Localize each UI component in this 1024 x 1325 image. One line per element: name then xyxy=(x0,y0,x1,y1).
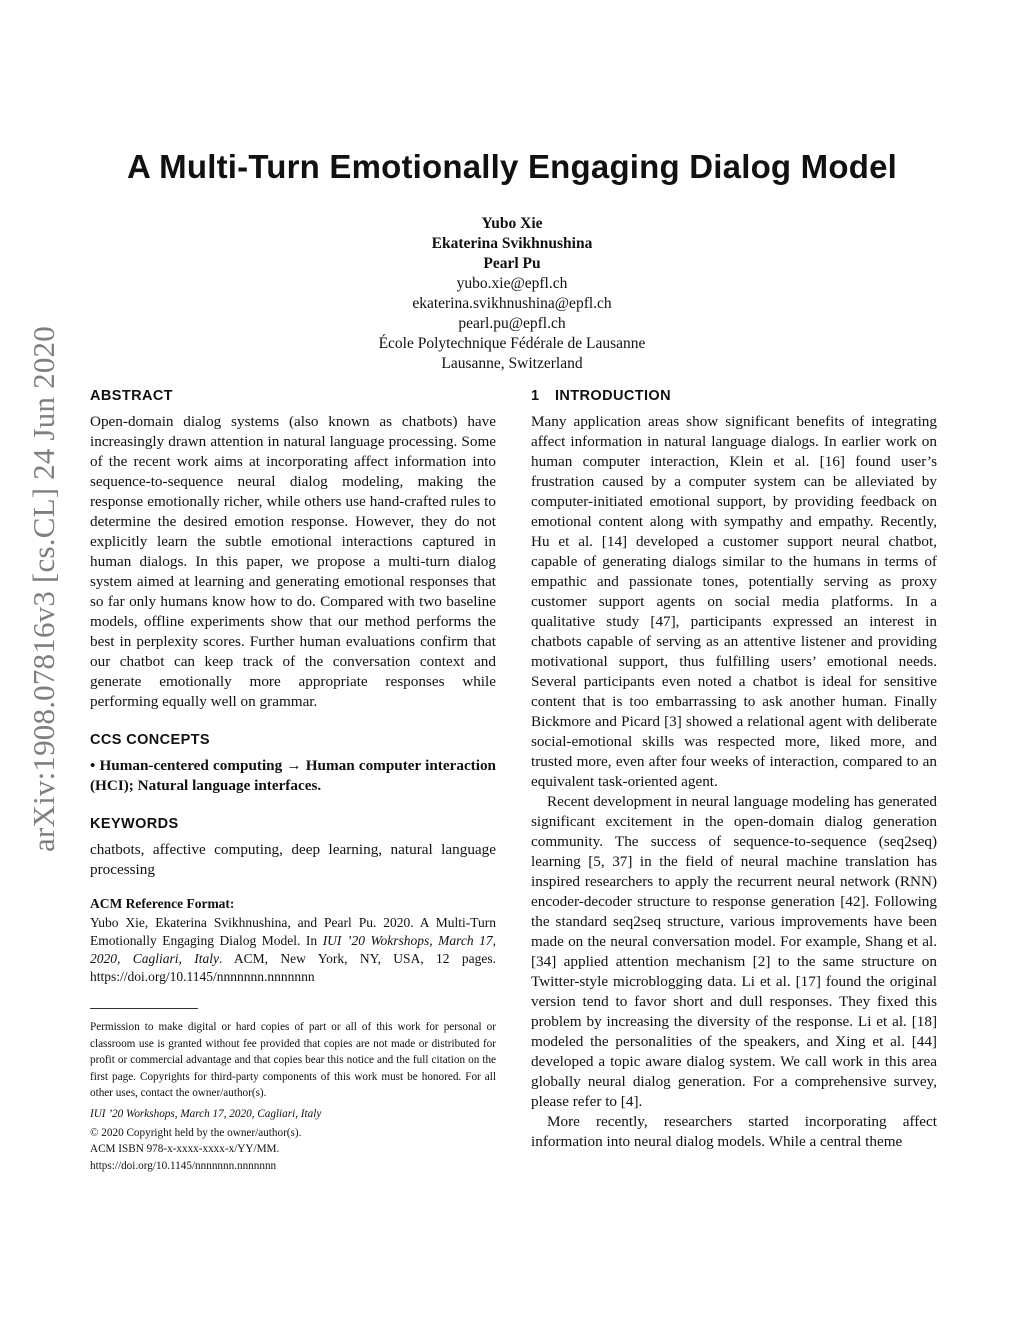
footnote-venue: IUI ’20 Workshops, March 17, 2020, Cagliari, Italy xyxy=(90,1107,322,1120)
footnote-rule xyxy=(90,1008,198,1009)
ccs-text: • Human-centered computing → Human computer interaction (HCI); Natural language interfaces. xyxy=(90,757,496,794)
section-title: INTRODUCTION xyxy=(555,388,671,404)
left-column xyxy=(90,386,496,1174)
intro-paragraph: Many application areas show significant benefits of integrating affect information in natural language dialogs. In earlier work on human computer interaction, Klein et al. [16] found user’s frustration caused by a computer system can be alleviated by computer-initiated emotional support, by providing feedback on emotional content along with sympathy and empathy. Recently, Hu et al. [14] developed a customer support neural chatbot, capable of generating dialogs similar to the humans in terms of empathic and passionate tones, potentially serving as proxy customer support agents on social media platforms. In a qualitative study [47], participants expressed an interest in chatbots capable of serving as an attentive listener and providing motivational support, thus fulfilling users’ emotional needs. Several participants even noted a chatbot is ideal for sensitive content that is too embarrassing to ask another human. Finally Bickmore and Picard [3] showed a relational agent with deliberate social-emotional skills was respected more, liked more, and trusted more, even after four weeks of interaction, compared to an equivalent task-oriented agent. xyxy=(531,413,937,790)
arxiv-stamp: arXiv:1908.07816v3 [cs.CL] 24 Jun 2020 xyxy=(26,326,61,852)
author-email[interactable]: pearl.pu@epfl.ch xyxy=(458,315,566,332)
acm-ref-venue: IUI ’20 Wokrshops, March 17, 2020, Cagliari, Italy xyxy=(90,933,496,966)
acm-ref-text xyxy=(90,914,496,986)
location: Lausanne, Switzerland xyxy=(441,355,583,372)
copyright-line: © 2020 Copyright held by the owner/author(s). xyxy=(90,1126,302,1139)
author-email[interactable]: yubo.xie@epfl.ch xyxy=(456,275,568,292)
abstract-text: Open-domain dialog systems (also known as chatbots) have increasingly drawn attention in natural language processing. Some of the recent work aims at incorporating affect information into sequence-to-sequence neural dialog modeling, making the response emotionally richer, while others use hand-crafted rules to determine the desired emotion response. However, they do not explicitly learn the subtle emotional interactions captured in human dialogs. In this paper, we propose a multi-turn dialog system aimed at learning and generating emotional responses that so far only humans know how to do. Compared with two baseline models, offline experiments show that our method performs the best in perplexity scores. Further human evaluations confirm that our chatbot can keep track of the conversation context and generate emotionally more appropriate responses while performing equally well on grammar. xyxy=(90,413,496,710)
intro-paragraph: More recently, researchers started incorporating affect information into neural dialog models. While a central theme xyxy=(531,1113,937,1150)
author-name: Ekaterina Svikhnushina xyxy=(431,235,593,252)
acm-ref-part: . ACM, New York, NY, USA, 12 pages. https://doi.org/10.1145/nnnnnnn.nnnnnnn xyxy=(90,951,496,984)
section-number: 1 xyxy=(531,388,540,404)
permission-notice: Permission to make digital or hard copies of part or all of this work for personal or classroom use is granted without fee provided that copies are not made or distributed for profit or commercial advantage and that copies bear this notice and the full citation on the first page. Copyrights for third-party components of this work must be honored. For all other uses, contact the owner/author(s). xyxy=(90,1021,496,1100)
right-column xyxy=(531,386,937,1152)
isbn-line: ACM ISBN 978-x-xxxx-xxxx-x/YY/MM. xyxy=(90,1143,280,1156)
keywords-text: chatbots, affective computing, deep learning, natural language processing xyxy=(90,841,496,878)
acm-ref-part: Yubo Xie, Ekaterina Svikhnushina, and Pearl Pu. 2020. A Multi-Turn Emotionally Engaging Dialog Model. In xyxy=(90,915,496,948)
author-block xyxy=(0,214,1024,374)
author-email[interactable]: ekaterina.svikhnushina@epfl.ch xyxy=(412,295,612,312)
doi-link[interactable]: https://doi.org/10.1145/nnnnnnn.nnnnnnn xyxy=(90,1159,277,1172)
keywords-heading: KEYWORDS xyxy=(90,816,179,832)
intro-paragraph: Recent development in neural language modeling has generated significant excitement in the open-domain dialog generation community. The success of sequence-to-sequence (seq2seq) learning [5, 37] in the field of neural machine translation has inspired researchers to apply the recurrent neural network (RNN) encoder-decoder structure to response generation [42]. Following the standard seq2seq structure, various improvements have been made on the neural conversation model. For example, Shang et al. [34] applied attention mechanism [2] to the same structure on Twitter-style microblogging data. Li et al. [17] found the original version tend to favor short and dull responses. They fixed this problem by increasing the diversity of the response. Li et al. [18] modeled the personalities of the speakers, and Xing et al. [44] developed a topic aware dialog system. We call work in this area globally neural dialog generation. For a comprehensive survey, please refer to [4]. xyxy=(531,793,937,1110)
author-name: Pearl Pu xyxy=(483,255,541,272)
acm-ref-heading: ACM Reference Format: xyxy=(90,896,235,911)
intro-heading xyxy=(531,386,937,406)
author-name: Yubo Xie xyxy=(481,215,543,232)
ccs-heading: CCS CONCEPTS xyxy=(90,732,211,748)
paper-title: A Multi-Turn Emotionally Engaging Dialog Model xyxy=(127,148,897,185)
affiliation: École Polytechnique Fédérale de Lausanne xyxy=(378,335,646,352)
abstract-heading: ABSTRACT xyxy=(90,388,173,404)
